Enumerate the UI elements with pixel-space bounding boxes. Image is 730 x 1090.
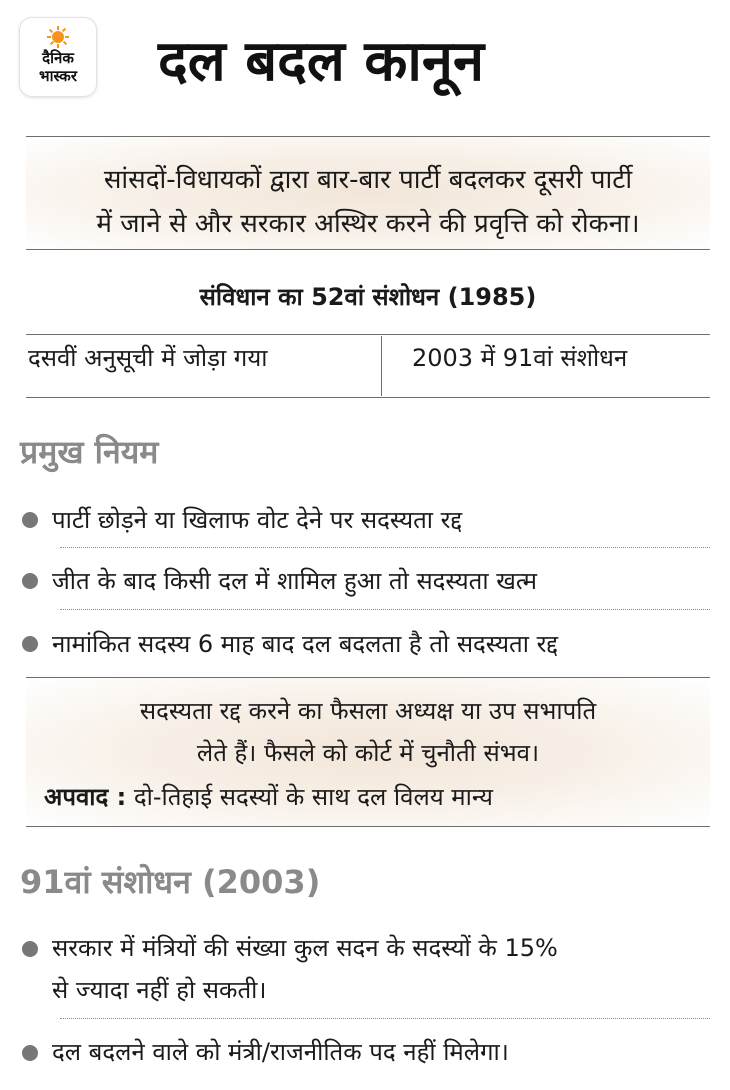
bullet-icon bbox=[22, 573, 38, 589]
intro-text bbox=[26, 158, 710, 246]
amendment-2003-cell: 2003 में 91वां संशोधन bbox=[412, 344, 628, 372]
rule-item: जीत के बाद किसी दल में शामिल हुआ तो सदस्यता खत्म bbox=[52, 567, 537, 595]
amendment-91-heading: 91वां संशोधन (2003) bbox=[20, 863, 321, 901]
dotted-divider bbox=[60, 547, 710, 548]
point-line-1: सरकार में मंत्रियों की संख्या कुल सदन के सदस्यों के 15% bbox=[52, 934, 558, 962]
divider bbox=[26, 249, 710, 250]
intro-line-1: सांसदों-विधायकों द्वारा बार-बार पार्टी बदलकर दूसरी पार्टी bbox=[103, 165, 633, 195]
page-title: दल बदल कानून bbox=[158, 29, 485, 94]
divider bbox=[26, 826, 710, 827]
divider bbox=[26, 397, 710, 398]
schedule-cell: दसवीं अनुसूची में जोड़ा गया bbox=[28, 344, 268, 372]
bullet-icon bbox=[22, 636, 38, 652]
decision-line-1: सदस्यता रद्द करने का फैसला अध्यक्ष या उप सभापति bbox=[139, 697, 597, 725]
amendment-91-point bbox=[52, 1031, 509, 1073]
logo-line-2: भास्कर bbox=[39, 67, 77, 85]
bullet-icon bbox=[22, 1045, 38, 1061]
point-line-2: से ज्यादा नहीं हो सकती। bbox=[52, 976, 267, 1004]
sun-logo-icon bbox=[47, 26, 69, 48]
exception-label: अपवाद : bbox=[44, 783, 127, 811]
dainik-bhaskar-logo bbox=[20, 18, 96, 96]
dotted-divider bbox=[60, 1018, 710, 1019]
decision-line-2: लेते हैं। फैसले को कोर्ट में चुनौती संभव। bbox=[196, 739, 540, 767]
bullet-icon bbox=[22, 512, 38, 528]
rules-heading: प्रमुख नियम bbox=[20, 433, 159, 471]
exception-note bbox=[44, 776, 493, 818]
dotted-divider bbox=[60, 609, 710, 610]
rule-item: नामांकित सदस्य 6 माह बाद दल बदलता है तो सदस्यता रद्द bbox=[52, 630, 559, 658]
point-line-1: दल बदलने वाले को मंत्री/राजनीतिक पद नहीं मिलेगा। bbox=[52, 1038, 509, 1066]
bullet-icon bbox=[22, 941, 38, 957]
amendment-52-heading: संविधान का 52वां संशोधन (1985) bbox=[199, 283, 537, 311]
exception-text: दो-तिहाई सदस्यों के साथ दल विलय मान्य bbox=[126, 783, 493, 811]
column-divider bbox=[381, 336, 382, 396]
amendment-91-point bbox=[52, 927, 558, 1011]
rule-item: पार्टी छोड़ने या खिलाफ वोट देने पर सदस्यता रद्द bbox=[52, 506, 463, 534]
logo-line-1: दैनिक bbox=[42, 49, 74, 67]
divider bbox=[26, 334, 710, 335]
decision-note bbox=[26, 690, 710, 774]
intro-line-2: में जाने से और सरकार अस्थिर करने की प्रवृत्ति को रोकना। bbox=[96, 209, 640, 239]
